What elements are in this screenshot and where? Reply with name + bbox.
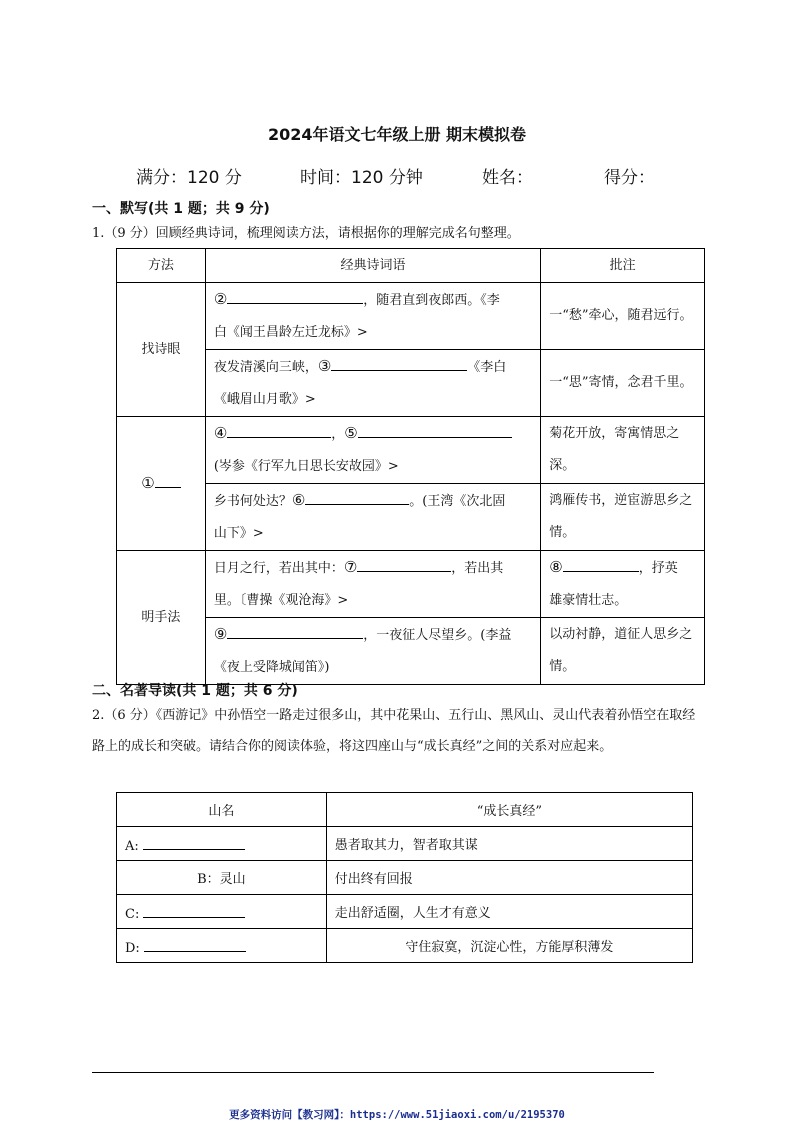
header-verse: 经典诗词语 xyxy=(205,249,540,283)
verse-cell: ④ ，⑤ (岑参《行军九日思长安故园》> xyxy=(205,417,540,484)
verse-cell: 日月之行，若出其中：⑦ ，若出其 里。〔曹操《观沧海》> xyxy=(205,551,540,618)
page-title: 2024年语文七年级上册 期末模拟卷 xyxy=(267,125,527,144)
mountain-cell: A: xyxy=(117,827,327,861)
section-heading-dictation: 一、默写(共 1 题；共 9 分) xyxy=(92,201,270,217)
header-method: 方法 xyxy=(117,249,206,283)
table-row xyxy=(117,350,705,417)
time-label: 时间：120 分钟 xyxy=(300,168,423,188)
growth-cell: 守住寂寞，沉淀心性，方能厚积薄发 xyxy=(326,929,692,963)
header-mountain: 山名 xyxy=(117,793,327,827)
answer-blank[interactable] xyxy=(144,936,246,952)
name-label: 姓名： xyxy=(482,168,533,188)
growth-cell: 愚者取其力，智者取其谋 xyxy=(326,827,692,861)
verse-cell: 夜发清溪向三峡，③ 《李白 《峨眉山月歌》> xyxy=(205,350,540,417)
answer-blank[interactable] xyxy=(305,489,409,505)
answer-blank[interactable] xyxy=(227,623,363,639)
answer-blank[interactable] xyxy=(358,422,512,438)
answer-blank[interactable] xyxy=(227,288,363,304)
header-note: 批注 xyxy=(541,249,705,283)
answer-blank[interactable] xyxy=(143,902,245,918)
answer-blank[interactable] xyxy=(357,556,451,572)
note-cell: 一“愁”牵心，随君远行。 xyxy=(541,283,705,350)
answer-blank[interactable] xyxy=(331,355,467,371)
score-label: 得分： xyxy=(604,168,655,188)
table-row xyxy=(117,417,705,484)
verse-cell: ② ，随君直到夜郎西。《李 白《闻王昌龄左迁龙标》> xyxy=(205,283,540,350)
mountain-cell: D: xyxy=(117,929,327,963)
verse-cell: 乡书何处达？⑥ 。(王湾《次北固 山下》> xyxy=(205,484,540,551)
answer-blank[interactable] xyxy=(227,422,331,438)
table-row xyxy=(117,929,693,963)
mountain-cell: C: xyxy=(117,895,327,929)
method-cell: ① xyxy=(117,417,206,551)
header-growth: “成长真经” xyxy=(326,793,692,827)
table-row xyxy=(117,827,693,861)
growth-cell: 付出终有回报 xyxy=(326,861,692,895)
footer-rule xyxy=(92,1072,654,1073)
table-row xyxy=(117,283,705,350)
question-1-text: 1.（9 分）回顾经典诗词，梳理阅读方法，请根据你的理解完成名句整理。 xyxy=(92,226,520,241)
answer-blank[interactable] xyxy=(143,834,245,850)
method-cell: 明手法 xyxy=(117,551,206,685)
verse-cell: ⑨ ，一夜征人尽望乡。(李益 《夜上受降城闻笛》) xyxy=(205,618,540,685)
growth-cell: 走出舒适圈，人生才有意义 xyxy=(326,895,692,929)
table-row xyxy=(117,618,705,685)
section-heading-classics: 二、名著导读(共 1 题；共 6 分) xyxy=(92,683,298,699)
table-row xyxy=(117,551,705,618)
mountain-table xyxy=(116,792,693,963)
footer-link[interactable]: 更多资料访问【教习网】：https://www.51jiaoxi.com/u/2195370 xyxy=(229,1109,565,1121)
answer-blank[interactable] xyxy=(155,472,181,488)
table-row xyxy=(117,895,693,929)
note-cell: 以动衬静，道征人思乡之情。 xyxy=(541,618,705,685)
note-cell: ⑧ ，抒英 雄豪情壮志。 xyxy=(541,551,705,618)
method-cell: 找诗眼 xyxy=(117,283,206,417)
question-2-text: 2.（6 分）《西游记》中孙悟空一路走过很多山，其中花果山、五行山、黑风山、灵山代表着孙悟空在取经路上的成长和突破。请结合你的阅读体验，将这四座山与“成长真经”之间的关系对应起来。 xyxy=(92,708,696,754)
full-score-label: 满分：120 分 xyxy=(136,168,242,188)
note-cell: 菊花开放，寄寓情思之深。 xyxy=(541,417,705,484)
mountain-cell: B：灵山 xyxy=(117,861,327,895)
note-cell: 一“思”寄情，念君千里。 xyxy=(541,350,705,417)
table-row xyxy=(117,484,705,551)
poetry-table xyxy=(116,248,705,685)
table-row xyxy=(117,861,693,895)
note-cell: 鸿雁传书，逆宦游思乡之情。 xyxy=(541,484,705,551)
answer-blank[interactable] xyxy=(563,556,639,572)
